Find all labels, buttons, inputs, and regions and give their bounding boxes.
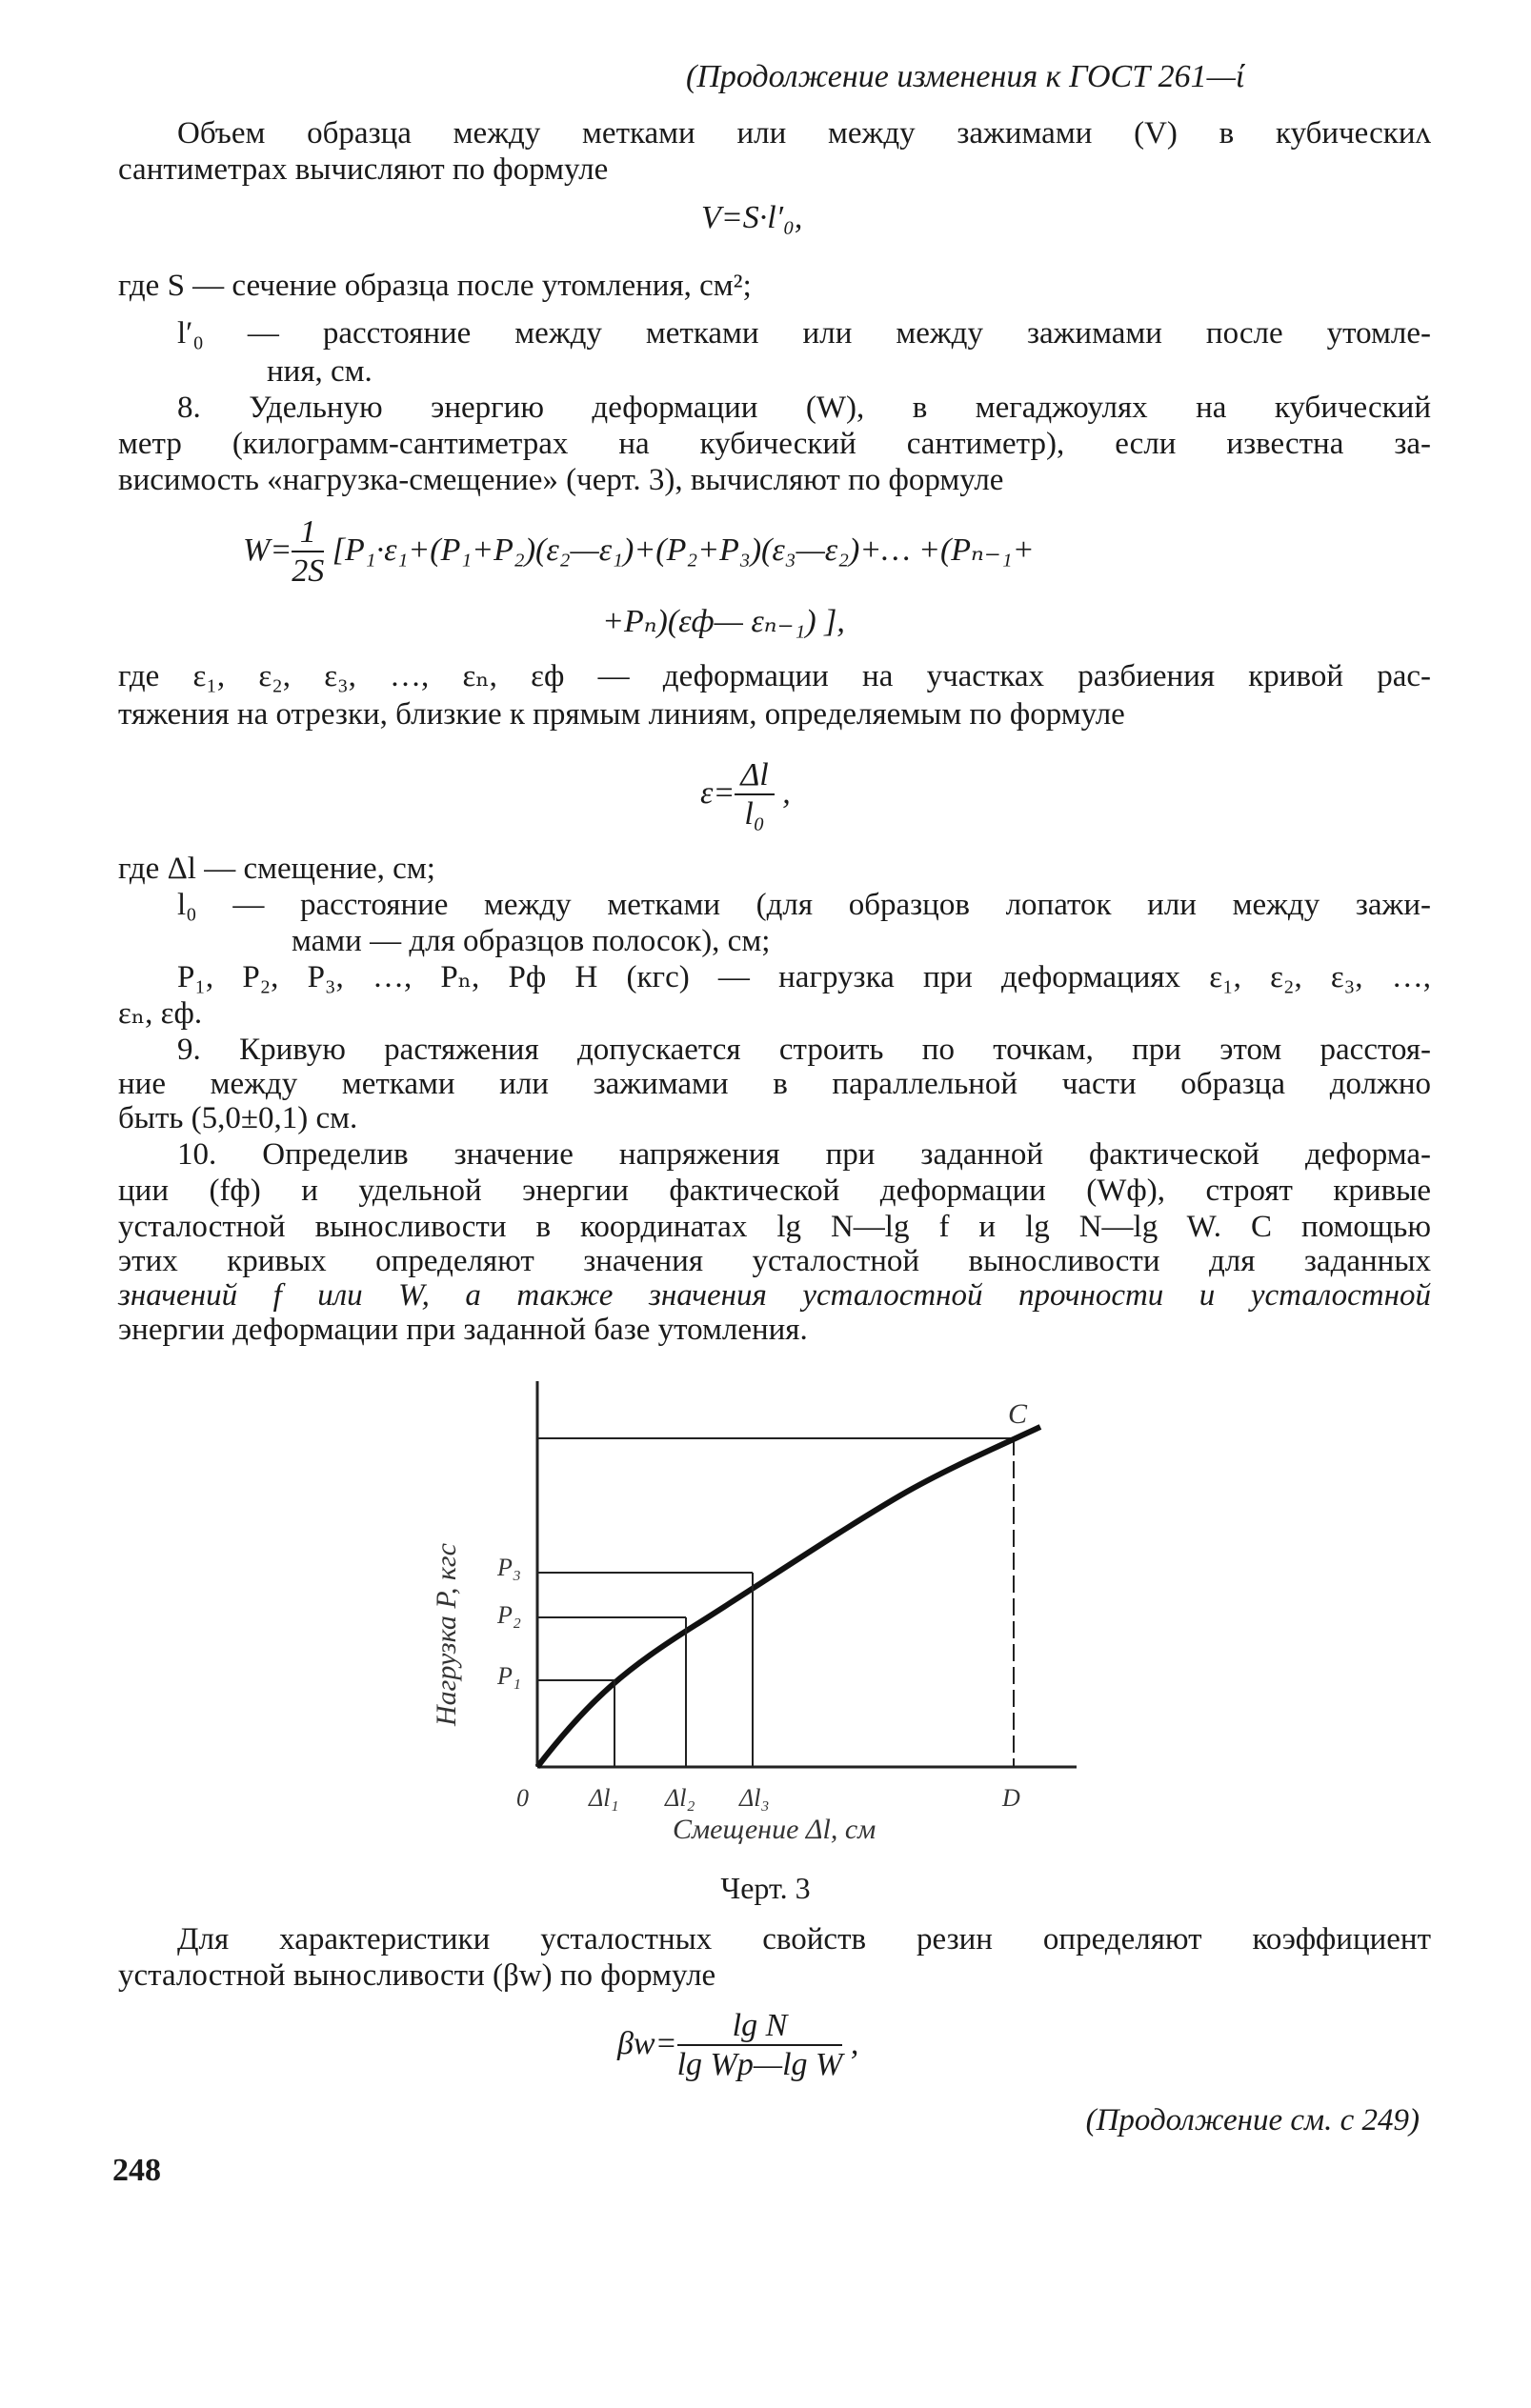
where-p-line-2: εₙ, εф. (118, 996, 203, 1031)
item8-line-3: висимость «нагрузка-смещение» (черт. 3), вычисляют по формуле (118, 463, 1004, 497)
item10-line-3: усталостной выносливости в координатах lg N—lg f и lg N—lg W. С помощью (118, 1210, 1431, 1244)
item9-line-1: 9. Кривую растяжения допускается строить по точкам, при этом расстоя- (177, 1033, 1431, 1067)
where-dl-line: где Δl — смещение, см; (118, 852, 435, 886)
item10-line-2: ции (fф) и удельной энергии фактической деформации (Wф), строят кривые (118, 1174, 1431, 1208)
para-volume-line-2: сантиметрах вычисляют по формуле (118, 152, 609, 187)
formula-volume: V=S·l′₀, (701, 200, 803, 235)
where-eps-line-2: тяжения на отрезки, близкие к прямым линиям, определяемым по формуле (118, 697, 1125, 732)
figure-y-axis-label: Нагрузка P, кгс (431, 1543, 462, 1726)
figure-p1-label: P₁ (497, 1662, 521, 1690)
item9-line-3: быть (5,0±0,1) см. (118, 1101, 358, 1135)
where-eps-line-1: где ε₁, ε₂, ε₃, …, εₙ, εф — деформации на участках разбиения кривой рас- (118, 659, 1431, 693)
formula-eps-den: l₀ (744, 796, 765, 832)
running-header: (Продолжение изменения к ГОСТ 261—ί (686, 59, 1245, 94)
figure-caption: Черт. 3 (720, 1871, 811, 1905)
figure-p2-label: P₂ (497, 1601, 521, 1629)
formula-eps (700, 757, 791, 833)
figure-tension-curve (537, 1427, 1040, 1767)
where-l0-line-1: l′₀ — расстояние между метками или между зажимами после утомле- (177, 316, 1431, 351)
item8-line-1: 8. Удельную энергию деформации (W), в мегаджоулях на кубический (177, 391, 1431, 425)
where-p-line-1: P₁, P₂, P₃, …, Pₙ, Pф Н (кгс) — нагрузка при деформациях ε₁, ε₂, ε₃, …, (177, 960, 1431, 994)
formula-beta (617, 2008, 858, 2084)
item10-line-1: 10. Определив значение напряжения при заданной фактической деформа- (177, 1137, 1431, 1172)
formula-beta-lhs: βw= (617, 2025, 677, 2061)
item10-line-4: этих кривых определяют значения усталостной выносливости для заданных (118, 1244, 1431, 1278)
formula-energy-den: 2S (292, 553, 325, 589)
figure-dl3-label: Δl₃ (739, 1784, 770, 1812)
continuation-note: (Продолжение см. с 249) (1085, 2103, 1420, 2137)
formula-eps-fraction (735, 757, 774, 833)
para-beta-line-1: Для характеристики усталостных свойств резин определяют коэффициент (177, 1922, 1431, 1956)
item10-line-6: энергии деформации при заданной базе утомления. (118, 1313, 808, 1347)
figure-x-axis-label: Смещение Δl, см (673, 1814, 876, 1845)
formula-eps-lhs: ε= (700, 774, 735, 811)
formula-energy-lhs: W= (243, 532, 292, 568)
figure-load-displacement (410, 1362, 1077, 1876)
formula-beta-fraction (677, 2008, 843, 2084)
where-dl-l0-line-2: мами — для образцов полосок), см; (292, 924, 771, 958)
page-number: 248 (112, 2153, 161, 2188)
formula-energy-num: 1 (292, 514, 324, 552)
formula-beta-num: lg N (677, 2008, 843, 2046)
figure-point-c-label: C (1008, 1398, 1028, 1430)
item9-line-2: ние между метками или зажимами в параллельной части образца должно (118, 1067, 1431, 1101)
formula-energy-line-2: +Pₙ)(εф— εₙ₋₁) ], (602, 604, 845, 639)
formula-beta-den: lg Wр—lg W (676, 2047, 843, 2082)
figure-dl2-label: Δl₂ (665, 1784, 695, 1812)
para-beta-line-2: усталостной выносливости (βw) по формуле (118, 1958, 716, 1993)
item10-line-5: значений f или W, а также значения усталостной прочности и усталостной (118, 1278, 1431, 1313)
figure-dlc-label: D (1002, 1784, 1020, 1812)
where-l0-line-2: ния, см. (267, 354, 373, 389)
formula-eps-num: Δl (735, 757, 774, 795)
formula-energy-fraction (292, 514, 324, 591)
figure-p3-label: P₃ (497, 1554, 521, 1581)
formula-beta-tail: , (850, 2025, 859, 2061)
figure-dl1-label: Δl₁ (589, 1784, 619, 1812)
formula-energy-line-1 (243, 514, 1035, 591)
item8-line-2: метр (килограмм-сантиметрах на кубический сантиметр), если известна за- (118, 427, 1431, 461)
figure-origin-label: 0 (516, 1784, 529, 1812)
where-s-line: где S — сечение образца после утомления, см²; (118, 269, 752, 303)
formula-energy-rhs1: [P₁·ε₁+(P₁+P₂)(ε₂—ε₁)+(P₂+P₃)(ε₃—ε₂)+… +(Pₙ₋₁+ (332, 532, 1035, 568)
para-volume-line-1: Объем образца между метками или между зажимами (V) в кубическиʌ (177, 116, 1431, 150)
where-dl-l0-line-1: l₀ — расстояние между метками (для образцов лопаток или между зажи- (177, 888, 1431, 922)
formula-eps-tail: , (782, 774, 791, 811)
